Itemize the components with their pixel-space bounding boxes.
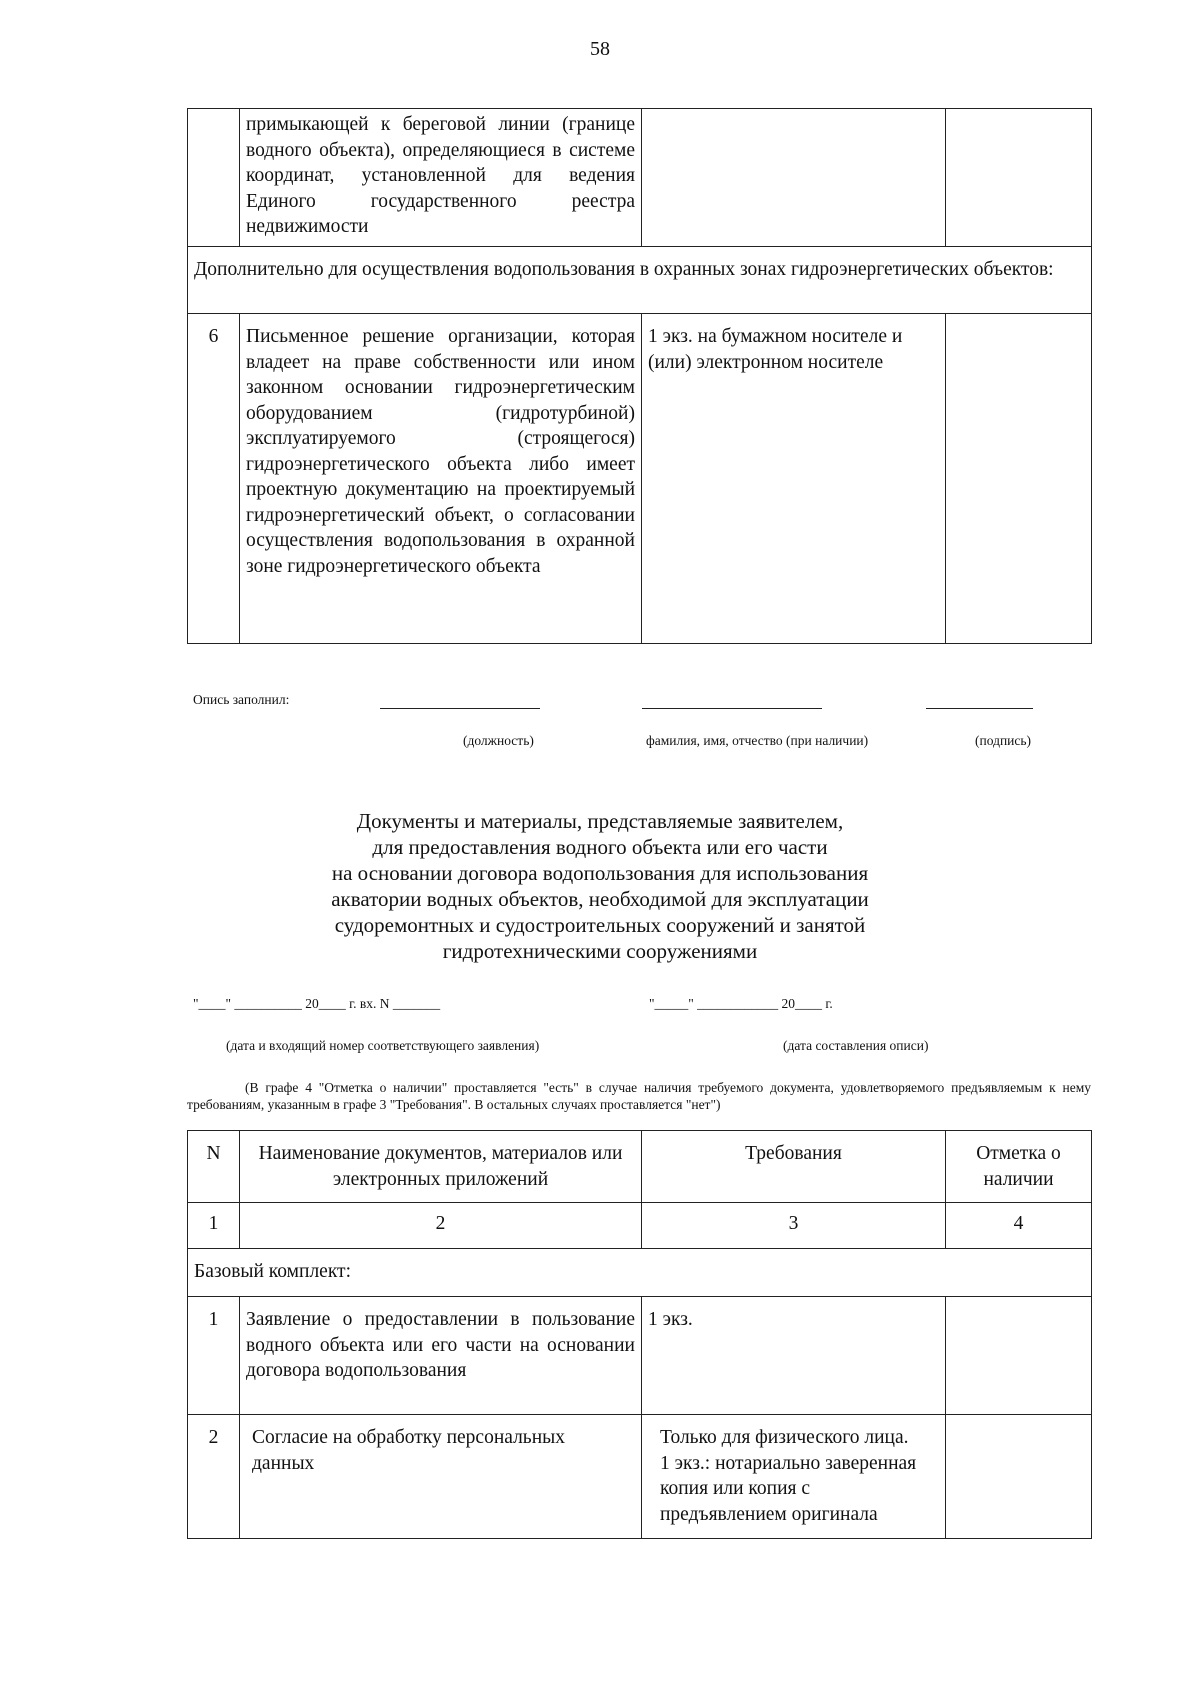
column-number: 1 (188, 1203, 240, 1249)
document-name-cell: примыкающей к береговой линии (границе водного объекта), определяющиеся в системе координат, установленной для ведения Единого государственного реестра недвижимости (240, 109, 642, 247)
column-number: 3 (642, 1203, 946, 1249)
fio-line (642, 708, 822, 709)
filled-by-label: Опись заполнил: (193, 692, 290, 707)
requirements-cell: 1 экз. (642, 1297, 946, 1415)
header-document-name: Наименование документов, материалов или электронных приложений (240, 1131, 642, 1203)
section-header: Базовый комплект: (188, 1249, 1092, 1297)
title-line: для предоставления водного объекта или его части (372, 835, 828, 859)
requirements-cell (642, 109, 946, 247)
header-availability-mark: Отметка о наличии (946, 1131, 1092, 1203)
table-section-row (188, 1249, 1092, 1297)
application-date-caption: (дата и входящий номер соответствующего заявления) (226, 1038, 540, 1053)
header-number: N (188, 1131, 240, 1203)
row-number-cell: 2 (188, 1415, 240, 1539)
application-date-line: "____" __________ 20____ г. вх. N _______ (193, 996, 441, 1011)
availability-mark-cell (946, 109, 1092, 247)
column-number-row (188, 1203, 1092, 1249)
document-name-cell: Письменное решение организации, которая владеет на праве собственности или ином законном основании гидроэнергетическим оборудованием (гидротурбиной) эксплуатируемого (строящегося) гидроэнергетического объекта либо имеет проектную документацию на проектируемый гидроэнергетический объект, о согласовании осуществления водопользования в охранной зоне гидроэнергетического объекта (240, 314, 642, 644)
column-number: 2 (240, 1203, 642, 1249)
section-title (0, 808, 1200, 964)
table-row (188, 1297, 1092, 1415)
document-name-cell: Согласие на обработку персональных данных (240, 1415, 642, 1539)
header-requirements: Требования (642, 1131, 946, 1203)
title-line: Документы и материалы, представляемые заявителем, (356, 809, 844, 833)
page-number: 58 (590, 38, 610, 60)
title-line: судоремонтных и судостроительных сооружений и занятой (334, 913, 866, 937)
availability-mark-cell (946, 314, 1092, 644)
column-4-note: (В графе 4 "Отметка о наличии" проставляется "есть" в случае наличия требуемого документа, удовлетворяемого предъявляемым к нему требованиям, указанным в графе 3 "Требования". В остальных случаях проставляется "нет") (187, 1080, 1091, 1112)
inventory-date-caption: (дата составления описи) (783, 1038, 929, 1053)
fio-caption: фамилия, имя, отчество (при наличии) (646, 733, 869, 748)
table-section-row (188, 247, 1092, 314)
availability-mark-cell (946, 1297, 1092, 1415)
title-line: гидротехническими сооружениями (442, 939, 758, 963)
table-row (188, 109, 1092, 247)
inventory-date-line: "_____" ____________ 20____ г. (649, 996, 833, 1011)
signature-caption: (подпись) (975, 733, 1032, 748)
row-number-cell (188, 109, 240, 247)
availability-mark-cell (946, 1415, 1092, 1539)
row-number-cell: 1 (188, 1297, 240, 1415)
position-line (380, 708, 540, 709)
row-number-cell: 6 (188, 314, 240, 644)
signature-line (926, 708, 1033, 709)
requirements-cell: Только для физического лица. 1 экз.: нотариально заверенная копия или копия с предъявлением оригинала (642, 1415, 946, 1539)
position-caption: (должность) (463, 733, 534, 748)
requirements-cell: 1 экз. на бумажном носителе и (или) электронном носителе (642, 314, 946, 644)
table-row (188, 314, 1092, 644)
document-name-cell: Заявление о предоставлении в пользование водного объекта или его части на основании договора водопользования (240, 1297, 642, 1415)
title-line: акватории водных объектов, необходимой для эксплуатации (331, 887, 869, 911)
table-row (188, 1415, 1092, 1539)
documents-table (187, 1130, 1092, 1539)
column-number: 4 (946, 1203, 1092, 1249)
table-header-row (188, 1131, 1092, 1203)
documents-table-continued (187, 108, 1092, 644)
section-header: Дополнительно для осуществления водопользования в охранных зонах гидроэнергетических объектов: (188, 247, 1092, 314)
title-line: на основании договора водопользования для использования (331, 861, 869, 885)
